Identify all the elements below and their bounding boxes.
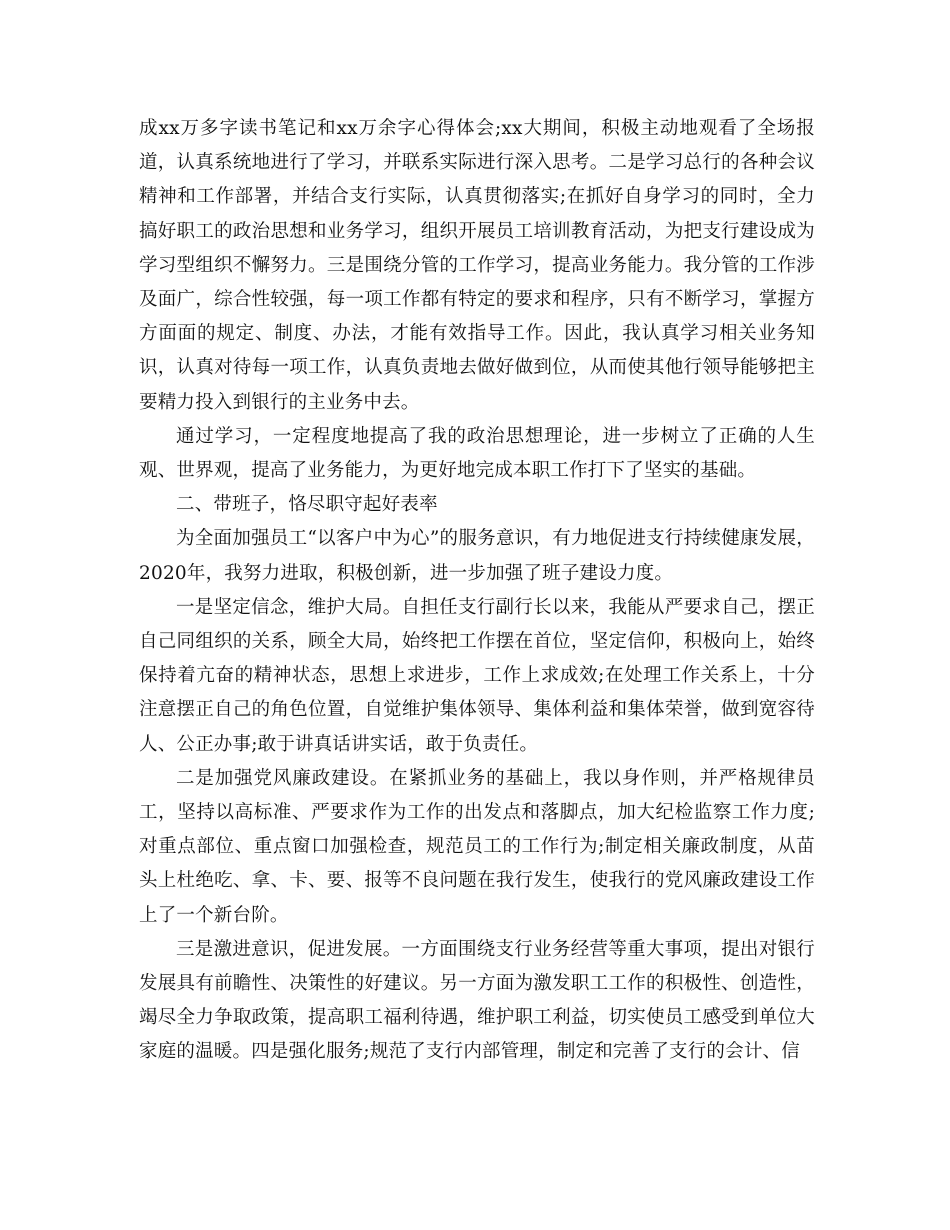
paragraph-development: 三是激进意识，促进发展。一方面围绕支行业务经营等重大事项，提出对银行发展具有前瞻性、决策性的好建议。另一方面为激发职工工作的积极性、创造性，竭尽全力争取政策，提高职工福利待遇，维护职工利益，切实使员工感受到单位大家庭的温暖。四是强化服务;规范了支行内部管理，制定和完善了支行的会计、信 [139, 938, 815, 1063]
paragraph-leadership-intro: 为全面加强员工“以客户中为心”的服务意识，有力地促进支行持续健康发展，2020年，我努力进取，积极创新，进一步加强了班子建设力度。 [139, 528, 815, 584]
paragraph-firm-belief: 一是坚定信念，维护大局。自担任支行副行长以来，我能从严要求自己，摆正自己同组织的关系，顾全大局，始终把工作摆在首位，坚定信仰，积极向上，始终保持着亢奋的精神状态，思想上求进步，工作上求成效;在处理工作关系上，十分注意摆正自己的角色位置，自觉维护集体领导、集体利益和集体荣誉，做到宽容待人、公正办事;敢于讲真话讲实话，敢于负责任。 [139, 596, 815, 755]
paragraph-integrity: 二是加强党风廉政建设。在紧抓业务的基础上，我以身作则，并严格规律员工，坚持以高标准、严要求作为工作的出发点和落脚点，加大纪检监察工作力度;对重点部位、重点窗口加强检查，规范员工的工作行为;制定相关廉政制度，从苗头上杜绝吃、拿、卡、要、报等不良问题在我行发生，使我行的党风廉政建设工作上了一个新台阶。 [139, 767, 815, 926]
paragraph-study-summary: 成xx万多字读书笔记和xx万余字心得体会;xx大期间，积极主动地观看了全场报道，认真系统地进行了学习，并联系实际进行深入思考。二是学习总行的各种会议精神和工作部署，并结合支行实际，认真贯彻落实;在抓好自身学习的同时，全力搞好职工的政治思想和业务学习，组织开展员工培训教育活动，为把支行建设成为学习型组织不懈努力。三是围绕分管的工作学习，提高业务能力。我分管的工作涉及面广，综合性较强，每一项工作都有特定的要求和程序，只有不断学习，掌握方方面面的规定、制度、办法，才能有效指导工作。因此，我认真学习相关业务知识，认真对待每一项工作，认真负责地去做好做到位，从而使其他行领导能够把主要精力投入到银行的主业务中去。 [139, 118, 815, 413]
document-body [139, 112, 815, 1070]
section-heading-leadership: 二、带班子，恪尽职守起好表率 [176, 494, 438, 516]
paragraph-study-result: 通过学习，一定程度地提高了我的政治思想理论，进一步树立了正确的人生观、世界观，提高了业务能力，为更好地完成本职工作打下了坚实的基础。 [139, 425, 815, 482]
